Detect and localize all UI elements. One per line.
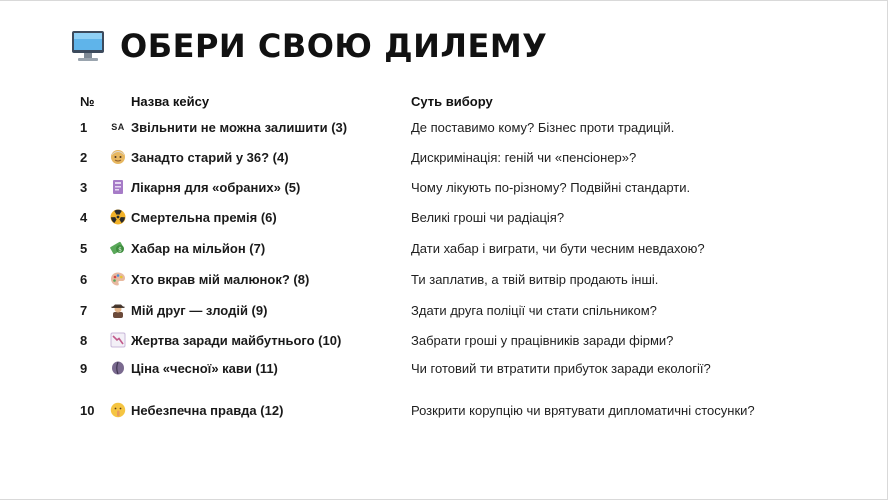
table-row bbox=[0, 148, 890, 168]
choice-gist: Забрати гроші у працівників заради фірми? bbox=[411, 333, 674, 348]
choice-gist: Дискримінація: геній чи «пенсіонер»? bbox=[411, 150, 637, 165]
table-row bbox=[0, 178, 890, 198]
choice-gist: Дати хабар і виграти, чи бути чесним невдахою? bbox=[411, 241, 705, 256]
desktop-computer-icon bbox=[70, 28, 106, 64]
row-number: 8 bbox=[80, 333, 88, 348]
title-row bbox=[70, 24, 547, 68]
detective-icon bbox=[110, 302, 126, 318]
row-number: 9 bbox=[80, 361, 88, 376]
case-name: Жертва заради майбутнього (10) bbox=[131, 333, 342, 348]
case-name: Звільнити не можна залишити (3) bbox=[131, 120, 348, 135]
coffee-bean-icon bbox=[110, 360, 126, 376]
radioactive-icon bbox=[110, 209, 126, 225]
case-name: Лікарня для «обраних» (5) bbox=[131, 180, 301, 195]
row-number: 5 bbox=[80, 241, 88, 256]
case-name: Хто вкрав мій малюнок? (8) bbox=[131, 272, 310, 287]
row-number: 7 bbox=[80, 303, 88, 318]
table-row bbox=[0, 301, 890, 321]
svg-text:$: $ bbox=[118, 246, 122, 254]
choice-gist: Де поставимо кому? Бізнес проти традицій. bbox=[411, 120, 675, 135]
palette-icon bbox=[110, 271, 126, 287]
sa-badge-icon bbox=[110, 119, 126, 135]
sa-badge-text: SA bbox=[111, 122, 125, 132]
row-number: 3 bbox=[80, 180, 88, 195]
case-name: Ціна «чесної» кави (11) bbox=[131, 361, 278, 376]
page-title: ОБЕРИ СВОЮ ДИЛЕМУ bbox=[120, 27, 548, 65]
case-name: Занадто старий у 36? (4) bbox=[131, 150, 289, 165]
row-number: 4 bbox=[80, 210, 88, 225]
choice-gist: Ти заплатив, а твій витвір продають інші. bbox=[411, 272, 659, 287]
choice-gist: Здати друга поліції чи стати спільником? bbox=[411, 303, 657, 318]
shushing-face-icon bbox=[110, 402, 126, 418]
choice-gist: Великі гроші чи радіація? bbox=[411, 210, 565, 225]
table-row bbox=[0, 270, 890, 290]
row-number: 2 bbox=[80, 150, 88, 165]
table-row bbox=[0, 359, 890, 379]
table-row bbox=[0, 118, 890, 138]
money-exchange-icon bbox=[110, 240, 126, 256]
chart-down-icon bbox=[110, 332, 126, 348]
table-row bbox=[0, 401, 890, 421]
row-number: 6 bbox=[80, 272, 88, 287]
case-name: Небезпечна правда (12) bbox=[131, 403, 284, 418]
hospital-bookmark-icon bbox=[110, 179, 126, 195]
choice-gist: Чому лікують по-різному? Подвійні стандарти. bbox=[411, 180, 691, 195]
table-row bbox=[0, 239, 890, 259]
case-name: Хабар на мільйон (7) bbox=[131, 241, 266, 256]
row-number: 10 bbox=[80, 403, 95, 418]
case-name: Смертельна премія (6) bbox=[131, 210, 277, 225]
header-choice-gist: Суть вибору bbox=[411, 94, 493, 109]
header-case-name: Назва кейсу bbox=[131, 94, 210, 109]
table-row bbox=[0, 331, 890, 351]
choice-gist: Чи готовий ти втратити прибуток заради екології? bbox=[411, 361, 711, 376]
row-number: 1 bbox=[80, 120, 88, 135]
choice-gist: Розкрити корупцію чи врятувати дипломатичні стосунки? bbox=[411, 403, 755, 418]
case-name: Мій друг — злодій (9) bbox=[131, 303, 268, 318]
table-row bbox=[0, 208, 890, 228]
old-person-icon bbox=[110, 149, 126, 165]
header-num: № bbox=[80, 94, 95, 109]
